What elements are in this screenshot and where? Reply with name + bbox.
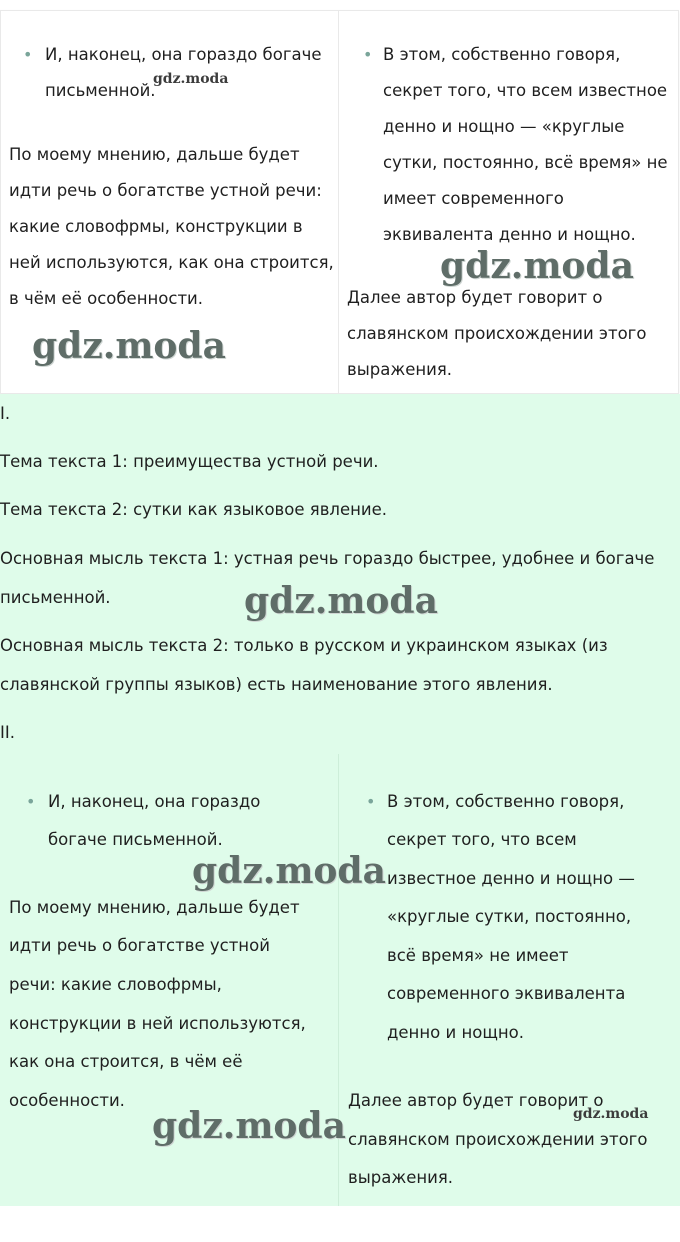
table1-right-bullet-line: денно и нощно — «круглые — [383, 117, 625, 136]
table2-right-para-line: славянском происхождении этого — [348, 1130, 648, 1149]
table2-right-bullet-line: секрет того, что всем — [387, 830, 577, 849]
bullet-icon: • — [366, 792, 376, 811]
table2-left-para-line: По моему мнению, дальше будет — [9, 898, 300, 917]
bullet-icon: • — [26, 792, 36, 811]
table1-right-bullet-line: имеет современного — [383, 189, 564, 208]
table2-left-para-line: конструкции в ней используются, — [9, 1014, 306, 1033]
watermark: gdz.moda — [244, 580, 438, 622]
table2-right-bullet-line: денно и нощно. — [387, 1023, 524, 1042]
section2-heading: II. — [0, 723, 15, 742]
table2-left-para-line: особенности. — [9, 1091, 125, 1110]
table1-left-bullet-line: И, наконец, она гораздо богаче — [45, 45, 322, 64]
table2-right-bullet-line: «круглые сутки, постоянно, — [387, 907, 632, 926]
table1-right-para-line: выражения. — [347, 360, 453, 379]
table2-right-para-line: выражения. — [348, 1168, 454, 1187]
table1-left-para-line: По моему мнению, дальше будет — [9, 145, 300, 164]
table1-left-para-line: в чём её особенности. — [9, 289, 204, 308]
main-idea-1-line: Основная мысль текста 1: устная речь гораздо быстрее, удобнее и богаче — [0, 549, 655, 568]
table2-right-para-line: Далее автор будет говорит о — [348, 1091, 604, 1110]
watermark: gdz.moda — [192, 850, 386, 892]
table2-right-bullet-line: известное денно и нощно — — [387, 869, 635, 888]
table2-left-bullet-line: богаче письменной. — [48, 830, 223, 849]
table2-left-para-line: как она строится, в чём её — [9, 1052, 243, 1071]
table2-right-bullet-line: современного эквивалента — [387, 984, 626, 1003]
table2-left-bullet-line: И, наконец, она гораздо — [48, 792, 261, 811]
table1-right-bullet-line: сутки, постоянно, всё время» не — [383, 153, 668, 172]
main-idea-1-line: письменной. — [0, 588, 111, 607]
theme-2: Тема текста 2: сутки как языковое явление. — [0, 500, 388, 519]
table1-right-cell — [339, 11, 678, 393]
table1-right-bullet-line: секрет того, что всем известное — [383, 81, 668, 100]
table1-left-bullet-line: письменной. — [45, 81, 156, 100]
table1-left-para-line: идти речь о богатстве устной речи: — [9, 181, 322, 200]
section1-heading: I. — [0, 404, 11, 423]
watermark: gdz.moda — [32, 325, 226, 367]
table1-right-para-line: славянском происхождении этого — [347, 324, 647, 343]
watermark: gdz.moda — [440, 245, 634, 287]
table2-right-bullet-line: В этом, собственно говоря, — [387, 792, 625, 811]
table1-right-bullet-line: эквивалента денно и нощно. — [383, 225, 636, 244]
watermark: gdz.moda — [153, 71, 229, 87]
watermark: gdz.moda — [573, 1106, 649, 1122]
table1-right-para-line: Далее автор будет говорит о — [347, 288, 603, 307]
main-idea-2-line: Основная мысль текста 2: только в русском и украинском языках (из — [0, 636, 608, 655]
bullet-icon: • — [23, 45, 33, 64]
table1-left-para-line: ней используются, как она строится, — [9, 253, 334, 272]
table2-left-para-line: идти речь о богатстве устной — [9, 936, 270, 955]
main-idea-2-line: славянской группы языков) есть наименование этого явления. — [0, 675, 553, 694]
table2-left-para-line: речи: какие словофрмы, — [9, 975, 222, 994]
table1-right-bullet-line: В этом, собственно говоря, — [383, 45, 621, 64]
watermark: gdz.moda — [152, 1105, 346, 1147]
table2-right-bullet-line: всё время» не имеет — [387, 946, 569, 965]
bullet-icon: • — [363, 45, 373, 64]
table2-right-cell — [339, 754, 680, 1206]
theme-1: Тема текста 1: преимущества устной речи. — [0, 452, 379, 471]
table1-left-para-line: какие словофрмы, конструкции в — [9, 217, 303, 236]
